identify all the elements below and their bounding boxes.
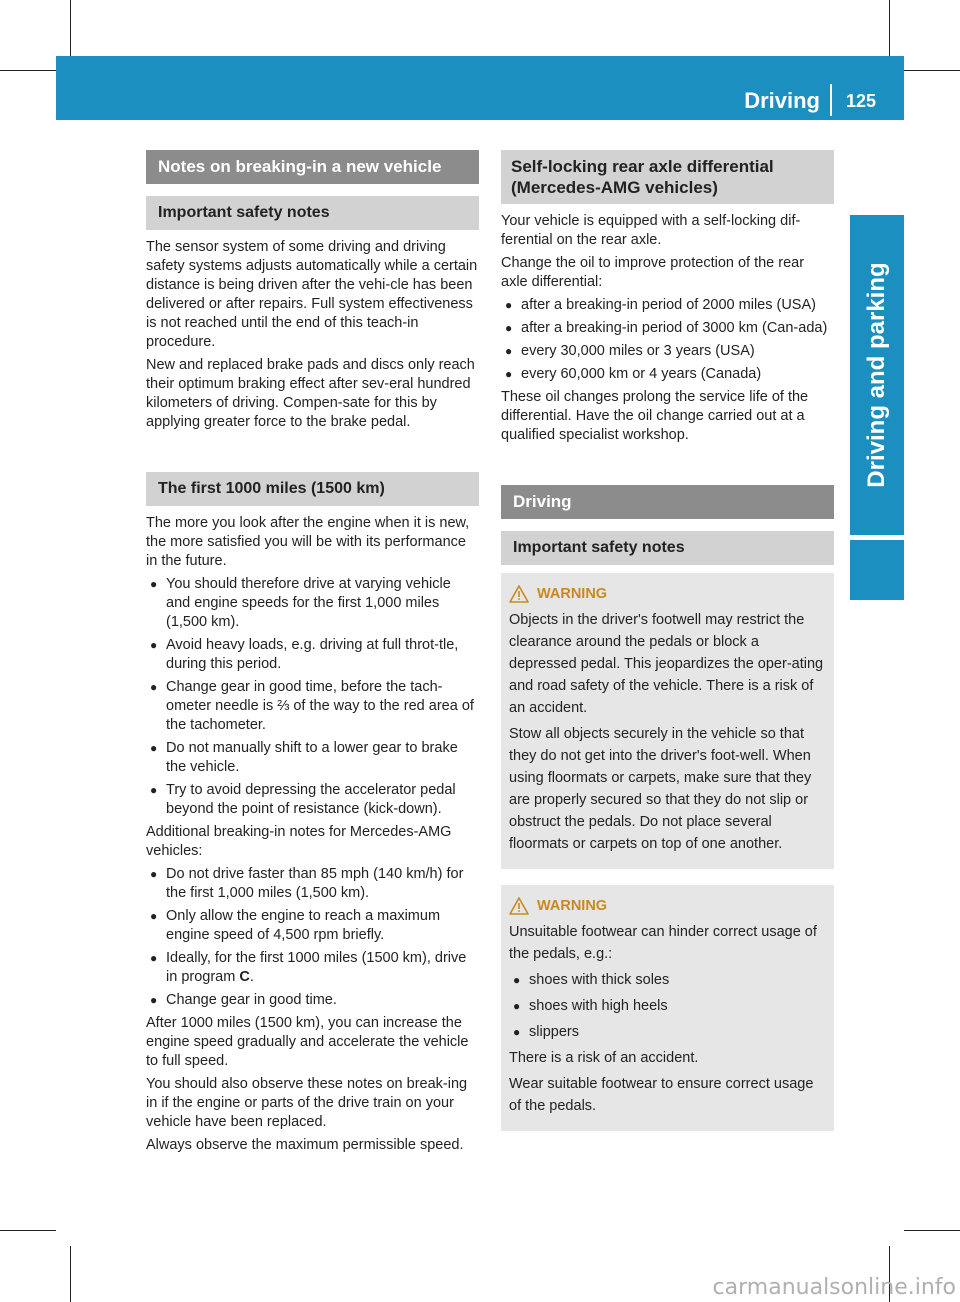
list-item: ● shoes with high heels xyxy=(513,998,668,1014)
list-item: ● after a breaking-in period of 2000 miles (USA) xyxy=(505,297,816,313)
warning-box-footwell xyxy=(501,573,834,869)
crop-mark xyxy=(904,1230,960,1231)
paragraph: The sensor system of some driving and driving safety systems adjusts automatically while a certain distance is being driven after the vehi-cle has been delivered or after repairs. Full system effectiveness is not reached until the end of this teach-in procedure. xyxy=(146,239,478,350)
paragraph: There is a risk of an accident. xyxy=(509,1050,699,1066)
bullet-list xyxy=(501,296,834,384)
paragraph: Additional breaking-in notes for Mercedes-AMG vehicles: xyxy=(146,824,452,859)
crop-mark xyxy=(70,1246,71,1302)
list-item: ● Ideally, for the first 1000 miles (1500 km), drive in program C. xyxy=(150,950,467,985)
warning-triangle-icon xyxy=(509,585,529,603)
list-item: ● shoes with thick soles xyxy=(513,972,670,988)
chapter-tab-label: Driving and parking xyxy=(863,262,890,488)
paragraph: After 1000 miles (1500 km), you can increase the engine speed gradually and accelerate the vehicle to full speed. xyxy=(146,1015,469,1069)
list-item: ● every 60,000 km or 4 years (Canada) xyxy=(505,366,762,382)
paragraph: Always observe the maximum permissible speed. xyxy=(146,1137,464,1153)
heading-first-1000: The first 1000 miles (1500 km) xyxy=(146,472,479,506)
paragraph: These oil changes prolong the service life of the differential. Have the oil change carried out at a qualified specialist workshop. xyxy=(501,389,809,443)
bullet-list xyxy=(146,575,479,819)
list-item: ● Do not drive faster than 85 mph (140 km/h) for the first 1,000 miles (1,500 km). xyxy=(150,866,464,901)
paragraph: The more you look after the engine when it is new, the more satisfied you will be with its performance in the future. xyxy=(146,515,470,569)
list-item: ● Only allow the engine to reach a maximum engine speed of 4,500 rpm briefly. xyxy=(150,908,441,943)
list-item: ● Change gear in good time. xyxy=(150,992,337,1008)
warning-box-footwear xyxy=(501,885,834,1131)
chapter-tab-marker xyxy=(850,540,904,600)
heading-driving-safety: Important safety notes xyxy=(501,531,834,565)
right-column xyxy=(501,150,834,1131)
section-title: Driving xyxy=(744,88,820,113)
list-item: ● Try to avoid depressing the accelerator pedal beyond the point of resistance (kick-down). xyxy=(150,782,456,817)
watermark: carmanualsonline.info xyxy=(712,1275,956,1300)
heading-differential: Self-locking rear axle differential (Mercedes-AMG vehicles) xyxy=(501,150,834,204)
list-item: ● Avoid heavy loads, e.g. driving at full throt-tle, during this period. xyxy=(150,637,459,672)
list-item: ● slippers xyxy=(513,1024,579,1040)
bullet-list xyxy=(509,969,826,1043)
paragraph: New and replaced brake pads and discs only reach their optimum braking effect after sev-eral hundred kilometers of driving. Compen-sate for this by applying greater force to the brake pedal. xyxy=(146,357,475,430)
heading-safety-notes: Important safety notes xyxy=(146,196,479,230)
page-number: 125 xyxy=(846,91,877,111)
warning-label: WARNING xyxy=(537,586,608,602)
heading-breaking-in: Notes on breaking-in a new vehicle xyxy=(146,150,479,184)
paragraph: Stow all objects securely in the vehicle so that they do not get into the driver's foot-well. When using floormats or carpets, make sure that they are properly secured so that they do not slip or obstruct the pedals. Do not place several floormats or carpets on top of one another. xyxy=(509,726,812,852)
paragraph: Unsuitable footwear can hinder correct usage of the pedals, e.g.: xyxy=(509,924,817,962)
bullet-list xyxy=(146,865,479,1010)
list-item: ● Do not manually shift to a lower gear to brake the vehicle. xyxy=(150,740,458,775)
crop-mark xyxy=(904,70,960,71)
warning-triangle-icon xyxy=(509,897,529,915)
crop-mark xyxy=(889,0,890,56)
crop-mark xyxy=(0,1230,56,1231)
paragraph: Change the oil to improve protection of the rear axle differential: xyxy=(501,255,805,290)
list-item: ● every 30,000 miles or 3 years (USA) xyxy=(505,343,755,359)
paragraph: Objects in the driver's footwell may restrict the clearance around the pedals or block a depressed pedal. This jeopardizes the oper-ating and road safety of the vehicle. There is a risk of an accident. xyxy=(509,612,824,716)
list-item: ● after a breaking-in period of 3000 km (Can-ada) xyxy=(505,320,828,336)
list-item: ● Change gear in good time, before the tach-ometer needle is ⅔ of the way to the red area of the tachometer. xyxy=(150,679,474,733)
warning-label: WARNING xyxy=(537,898,608,914)
left-column xyxy=(146,150,479,1159)
paragraph: Wear suitable footwear to ensure correct usage of the pedals. xyxy=(509,1076,814,1114)
crop-mark xyxy=(70,0,71,56)
crop-mark xyxy=(0,70,56,71)
heading-driving: Driving xyxy=(501,485,834,519)
paragraph: Your vehicle is equipped with a self-locking dif-ferential on the rear axle. xyxy=(501,213,801,248)
list-item: ● You should therefore drive at varying vehicle and engine speeds for the first 1,000 miles (1,500 km). xyxy=(150,576,451,630)
header-divider xyxy=(830,84,832,116)
paragraph: You should also observe these notes on break-ing in if the engine or parts of the drive train on your vehicle have been replaced. xyxy=(146,1076,468,1130)
